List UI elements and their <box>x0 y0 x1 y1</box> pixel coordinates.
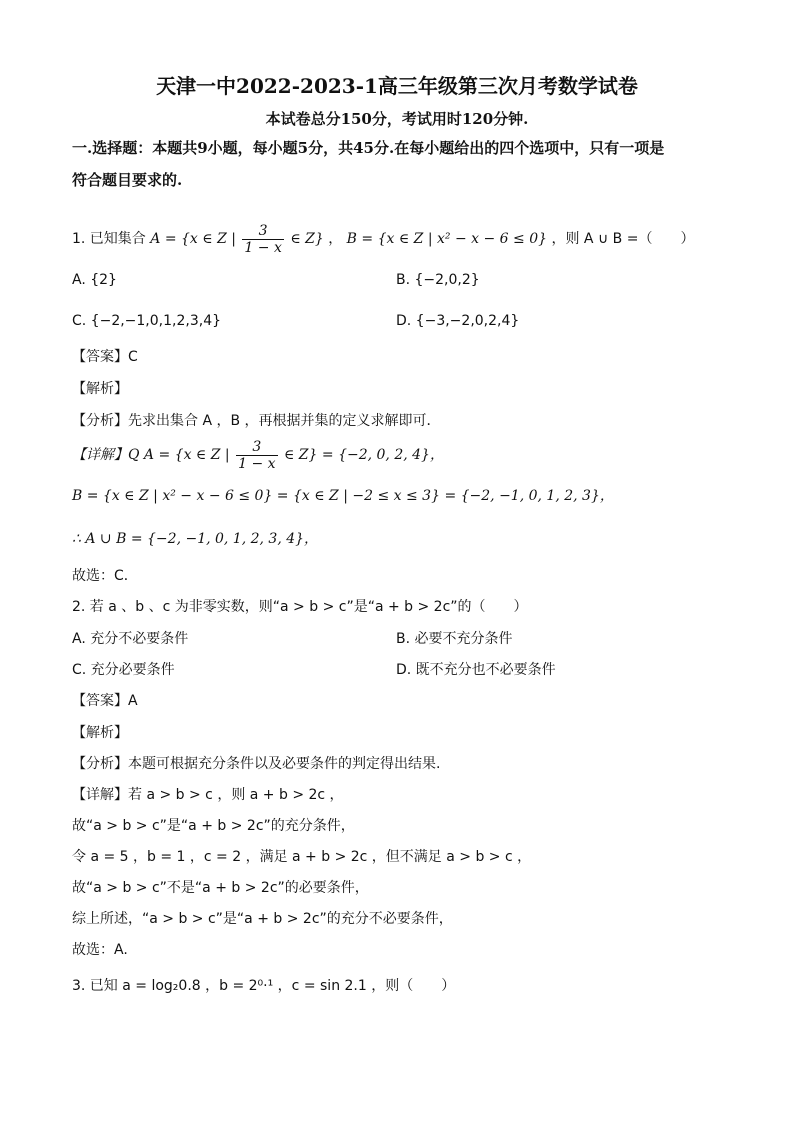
q1-option-a: A. {2} <box>72 272 117 288</box>
q1-option-d: D. {−3,−2,0,2,4} <box>396 313 520 329</box>
q1-detail1-denominator: 1 − x <box>238 455 276 472</box>
section-heading-line1: 一.选择题：本题共9小题，每小题5分，共45分.在每小题给出的四个选项中，只有一项是 <box>72 139 665 157</box>
q2-detail-line: 综上所述，“a > b > c”是“a + b > 2c”的充分不必要条件， <box>72 911 453 927</box>
q1-prefix: 1. 已知集合 <box>72 231 146 247</box>
q1-option-b: B. {−2,0,2} <box>396 272 480 288</box>
q1-conclusion: 故选：C． <box>72 568 138 584</box>
q1-setA-right: ∈ Z} <box>290 231 324 247</box>
q2-detail-line: 令 a = 5 ，b = 1 ，c = 2 ，满足 a + b > 2c ，但不满足 a > b > c ， <box>72 849 532 865</box>
q1-detail-1 <box>72 438 444 472</box>
q1-detail1-numerator: 3 <box>236 439 277 456</box>
q2-detail-line: 故“a > b > c”是“a + b > 2c”的充分条件， <box>72 818 355 834</box>
q1-analysis: 【分析】先求出集合 A ，B ，再根据并集的定义求解即可． <box>72 413 441 429</box>
q1-option-c: C. {−2,−1,0,1,2,3,4} <box>72 313 222 329</box>
q1-answer: 【答案】C <box>72 349 138 365</box>
q1-detail1-fraction <box>236 439 277 472</box>
q2-analysis: 【分析】本题可根据充分条件以及必要条件的判定得出结果. <box>72 756 441 772</box>
q2-option-b: B. 必要不充分条件 <box>396 631 513 647</box>
q1-detail1-pre: 【详解】Q A = {x ∈ Z | <box>72 447 230 463</box>
q2-answer: 【答案】A <box>72 693 138 709</box>
q1-detail-2: B = {x ∈ Z | x² − x − 6 ≤ 0} = {x ∈ Z | −2 ≤ x ≤ 3} = {−2, −1, 0, 1, 2, 3}， <box>72 488 614 504</box>
q1-setA-left: A = {x ∈ Z | <box>150 231 236 247</box>
q1-setA-fraction <box>242 223 283 256</box>
q2-option-c: C. 充分必要条件 <box>72 662 175 678</box>
q3-stem: 3. 已知 a = log₂0.8 ，b = 2⁰·¹ ，c = sin 2.1 ，则（ ） <box>72 978 456 994</box>
page-title: 天津一中2022-2023-1高三年级第三次月考数学试卷 <box>156 74 638 98</box>
q1-setA-denominator: 1 − x <box>244 239 282 256</box>
q2-detail-line: 【详解】若 a > b > c ，则 a + b > 2c ， <box>72 787 344 803</box>
q1-detail-3: ∴ A ∪ B = {−2, −1, 0, 1, 2, 3, 4}， <box>72 531 319 547</box>
q1-jiexi: 【解析】 <box>72 381 128 397</box>
q2-detail-line: 故“a > b > c”不是“a + b > 2c”的必要条件， <box>72 880 369 896</box>
q2-conclusion: 故选：A. <box>72 942 128 958</box>
q1-setA-numerator: 3 <box>242 223 283 240</box>
q1-setB: B = {x ∈ Z | x² − x − 6 ≤ 0} <box>346 231 548 247</box>
q1-suffix: ，则 A ∪ B =（ ） <box>551 231 695 247</box>
section-heading-line2: 符合题目要求的. <box>72 171 183 189</box>
q1-stem <box>72 222 694 256</box>
q1-detail1-post: ∈ Z} = {−2, 0, 2, 4}， <box>283 447 444 463</box>
q2-option-a: A. 充分不必要条件 <box>72 631 189 647</box>
q2-option-d: D. 既不充分也不必要条件 <box>396 662 556 678</box>
page-subtitle: 本试卷总分150分，考试用时120分钟. <box>265 110 529 128</box>
q1-sep: ， <box>328 231 343 247</box>
q2-stem: 2. 若 a 、b 、c 为非零实数，则“a > b > c”是“a + b > 2c”的（ ） <box>72 599 528 615</box>
q2-jiexi: 【解析】 <box>72 725 128 741</box>
